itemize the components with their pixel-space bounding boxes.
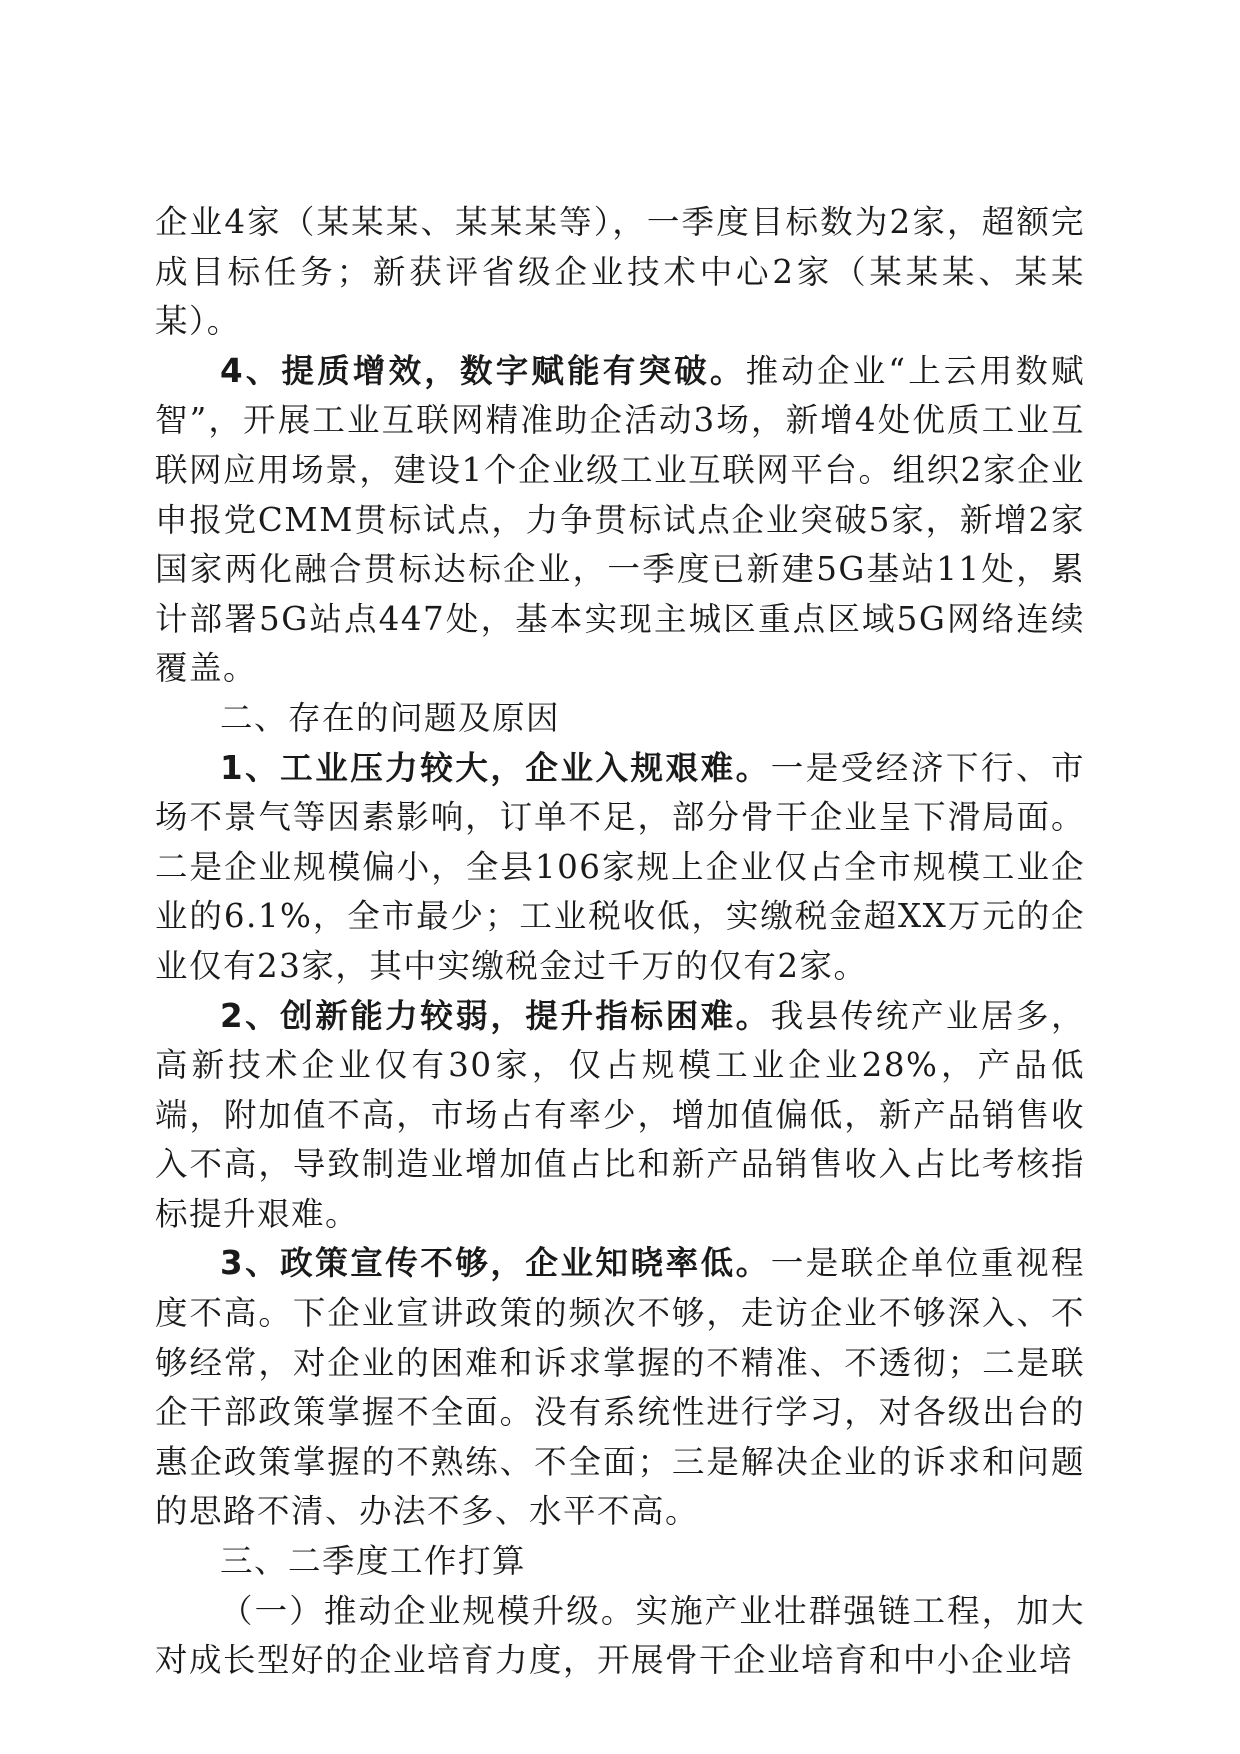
paragraph-text: 我县传统产业居多，高新技术企业仅有30家，仅占规模工业企业28%，产品低端，附加值不高，市场占有率少，增加值偏低，新产品销售收入不高，导致制造业增加值占比和新产品销售收入占比考核指标提升艰难。 <box>155 996 1085 1233</box>
section-heading-plans <box>155 1537 1085 1587</box>
heading-text: 三、二季度工作打算 <box>220 1542 527 1581</box>
paragraph-scale-upgrade <box>155 1587 1085 1686</box>
paragraph-digital-empowerment <box>155 347 1085 694</box>
paragraph-text: （一）推动企业规模升级。实施产业壮群强链工程，加大对成长型好的企业培育力度，开展骨干企业培育和中小企业培 <box>155 1591 1085 1680</box>
document-body <box>155 198 1085 1686</box>
heading-text: 二、存在的问题及原因 <box>220 698 561 737</box>
paragraph-text: 一是受经济下行、市场不景气等因素影响，订单不足，部分骨干企业呈下滑局面。二是企业规模偏小，全县106家规上企业仅占全市规模工业企业的6.1%，全市最少；工业税收低，实缴税金超XX万元的企业仅有23家，其中实缴税金过千万的仅有2家。 <box>155 748 1085 985</box>
paragraph-text: 一是联企单位重视程度不高。下企业宣讲政策的频次不够，走访企业不够深入、不够经常，对企业的困难和诉求掌握的不精准、不透彻；二是联企干部政策掌握不全面。没有系统性进行学习，对各级出台的惠企政策掌握的不熟练、不全面；三是解决企业的诉求和问题的思路不清、办法不多、水平不高。 <box>155 1244 1085 1531</box>
paragraph-text: 推动企业“上云用数赋智”，开展工业互联网精准助企活动3场，新增4处优质工业互联网应用场景，建设1个企业级工业互联网平台。组织2家企业申报党CMM贯标试点，力争贯标试点企业突破5家，新增2家国家两化融合贯标达标企业，一季度已新建5G基站11处，累计部署5G站点447处，基本实现主城区重点区域5G网络连续覆盖。 <box>155 351 1085 688</box>
paragraph-lead: 2、创新能力较弱，提升指标困难。 <box>220 996 771 1035</box>
paragraph-policy-publicity <box>155 1239 1085 1537</box>
paragraph-industrial-pressure <box>155 744 1085 992</box>
paragraph-lead: 1、工业压力较大，企业入规艰难。 <box>220 748 771 787</box>
paragraph-innovation <box>155 992 1085 1240</box>
section-heading-problems <box>155 694 1085 744</box>
paragraph-text: 企业4家（某某某、某某某等），一季度目标数为2家，超额完成目标任务；新获评省级企业技术中心2家（某某某、某某某）。 <box>155 203 1085 341</box>
paragraph-lead: 3、政策宣传不够，企业知晓率低。 <box>220 1244 771 1283</box>
paragraph-lead: 4、提质增效，数字赋能有突破。 <box>220 351 746 390</box>
paragraph-continuation <box>155 198 1085 347</box>
